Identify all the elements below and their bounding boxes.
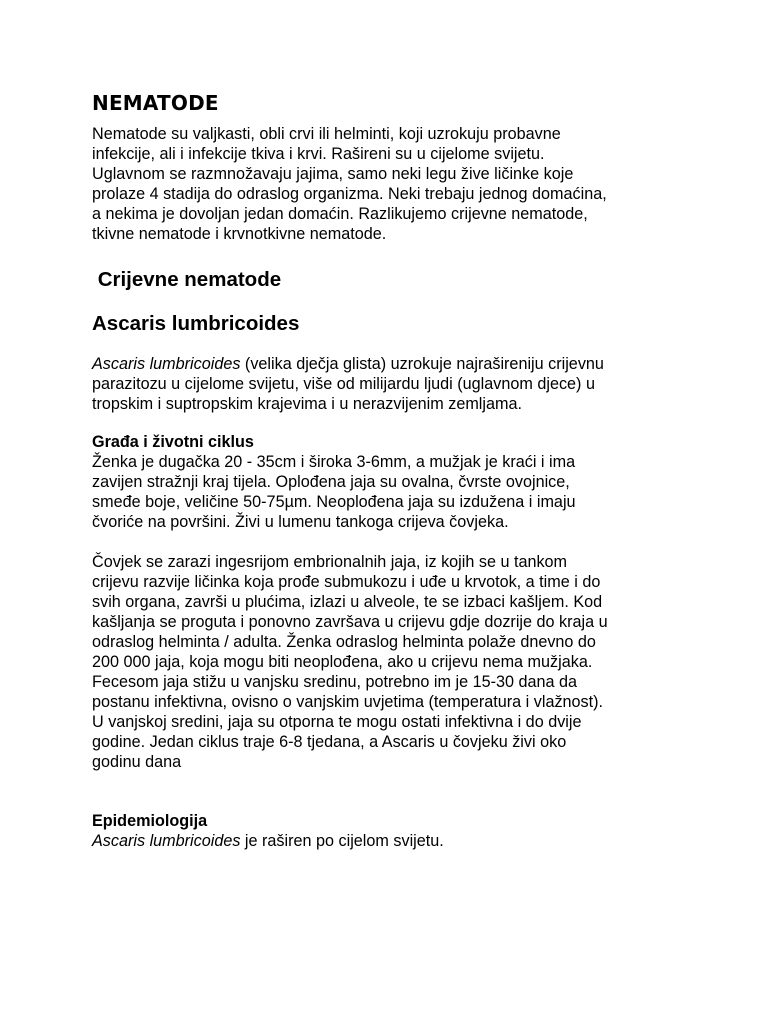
infection-line: 200 000 jaja, koja mogu biti neoplođena, ako u crijevu nema mužjaka. bbox=[92, 653, 593, 671]
infection-line: kašljanja se proguta i ponovno završava u crijevu gdje dozrije do kraja u bbox=[92, 613, 608, 631]
species-heading: Ascaris lumbricoides bbox=[92, 312, 300, 335]
lifecycle-line: čvoriće na površini. Živi u lumenu tankoga crijeva čovjeka. bbox=[92, 513, 509, 531]
lifecycle-paragraph bbox=[92, 452, 682, 532]
intro-line: tkivne nematode i krvnotkivne nematode. bbox=[92, 225, 387, 243]
epidemiology-text: je raširen po cijelom svijetu. bbox=[240, 832, 444, 850]
page-title: NEMATODE bbox=[92, 91, 219, 115]
infection-paragraph bbox=[92, 552, 682, 772]
infection-line: U vanjskoj sredini, jaja su otporna te mogu ostati infektivna i do dvije bbox=[92, 713, 582, 731]
species-intro-line: tropskim i suptropskim krajevima i u nerazvijenim zemljama. bbox=[92, 395, 522, 413]
species-intro-paragraph bbox=[92, 354, 682, 414]
intro-line: infekcije, ali i infekcije tkiva i krvi. Rašireni su u cijelome svijetu. bbox=[92, 145, 545, 163]
intro-line: Uglavnom se razmnožavaju jajima, samo neki legu žive ličinke koje bbox=[92, 165, 574, 183]
species-intro-line bbox=[92, 354, 682, 374]
infection-line: odraslog helminta / adulta. Ženka odraslog helminta polaže dnevno do bbox=[92, 633, 596, 651]
intro-line: Nematode su valjkasti, obli crvi ili helminti, koji uzrokuju probavne bbox=[92, 125, 561, 143]
intro-line: prolaze 4 stadija do odraslog organizma. Neki trebaju jednog domaćina, bbox=[92, 185, 607, 203]
section-heading: Crijevne nematode bbox=[92, 268, 282, 291]
infection-line: Čovjek se zarazi ingesrijom embrionalnih jaja, iz kojih se u tankom bbox=[92, 553, 568, 571]
epidemiology-heading: Epidemiologija bbox=[92, 812, 208, 830]
lifecycle-line: Ženka je dugačka 20 - 35cm i široka 3-6mm, a mužjak je kraći i ima bbox=[92, 453, 576, 471]
infection-line: godine. Jedan ciklus traje 6-8 tjedana, a Ascaris u čovjeku živi oko bbox=[92, 733, 567, 751]
lifecycle-line: zavijen stražnji kraj tijela. Oplođena jaja su ovalna, čvrste ovojnice, bbox=[92, 473, 570, 491]
epidemiology-line bbox=[92, 831, 682, 851]
document-page bbox=[92, 90, 682, 851]
lifecycle-heading: Građa i životni ciklus bbox=[92, 433, 254, 451]
infection-line: crijevu razvije ličinka koja prođe submukozu i uđe u krvotok, a time i do bbox=[92, 573, 601, 591]
species-name-italic: Ascaris lumbricoides bbox=[92, 355, 241, 373]
species-name-italic: Ascaris lumbricoides bbox=[92, 832, 241, 850]
epidemiology-paragraph bbox=[92, 831, 682, 851]
intro-line: a nekima je dovoljan jedan domaćin. Razlikujemo crijevne nematode, bbox=[92, 205, 588, 223]
infection-line: godinu dana bbox=[92, 753, 182, 771]
species-intro-text: (velika dječja glista) uzrokuje najrašireniju crijevnu bbox=[240, 355, 604, 373]
species-intro-line: parazitozu u cijelome svijetu, više od milijardu ljudi (uglavnom djece) u bbox=[92, 375, 595, 393]
lifecycle-line: smeđe boje, veličine 50-75µm. Neoplođena jaja su izdužena i imaju bbox=[92, 493, 576, 511]
infection-line: Fecesom jaja stižu u vanjsku sredinu, potrebno im je 15-30 dana da bbox=[92, 673, 578, 691]
infection-line: postanu infektivna, ovisno o vanjskim uvjetima (temperatura i vlažnost). bbox=[92, 693, 604, 711]
intro-paragraph bbox=[92, 124, 682, 244]
infection-line: svih organa, završi u plućima, izlazi u alveole, te se izbaci kašljem. Kod bbox=[92, 593, 603, 611]
